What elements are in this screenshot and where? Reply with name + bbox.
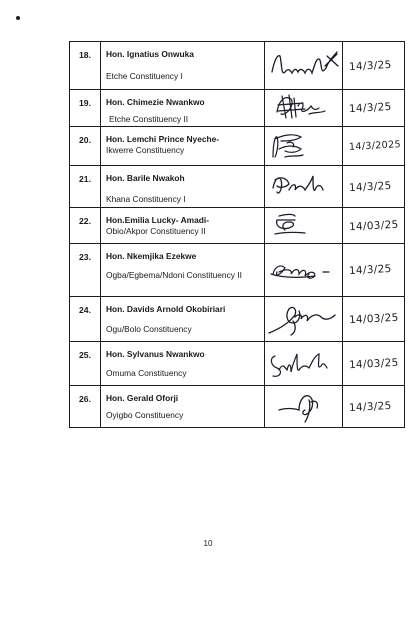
table-row — [70, 244, 405, 297]
signature-image — [265, 297, 342, 341]
constituency-name: Khana Constituency I — [106, 194, 186, 204]
signature-image — [265, 244, 342, 296]
row-number: 22. — [70, 208, 101, 244]
signature-image — [265, 342, 342, 385]
member-cell — [101, 127, 265, 166]
constituency-name: Obio/Akpor Constituency II — [106, 226, 206, 236]
table-row — [70, 90, 405, 127]
signature-image — [265, 386, 342, 427]
signature-cell — [265, 166, 343, 208]
table-row — [70, 342, 405, 386]
constituency-name: Oyigbo Constituency — [106, 410, 184, 420]
table-row — [70, 42, 405, 90]
member-name: Hon. Ignatius Onwuka — [106, 49, 194, 59]
member-name: Hon. Chimezie Nwankwo — [106, 97, 205, 107]
date-cell — [343, 342, 405, 386]
scan-speck — [16, 16, 20, 20]
row-number: 20. — [70, 127, 101, 166]
signed-date: 14/03/25 — [348, 311, 399, 327]
member-cell — [101, 297, 265, 342]
signature-cell — [265, 297, 343, 342]
signature-image — [265, 90, 342, 126]
row-number: 21. — [70, 166, 101, 208]
member-name: Hon.Emilia Lucky- Amadi- — [106, 215, 209, 225]
date-cell — [343, 42, 405, 90]
member-name: Hon. Davids Arnold Okobiriari — [106, 304, 226, 314]
member-cell — [101, 208, 265, 244]
constituency-name: Etche Constituency I — [106, 71, 183, 81]
constituency-name: Etche Constituency II — [109, 114, 189, 124]
date-cell — [343, 297, 405, 342]
signed-date: 14/3/25 — [348, 58, 392, 73]
signed-date: 14/3/2025 — [348, 139, 402, 153]
member-name: Hon. Barile Nwakoh — [106, 173, 185, 183]
constituency-name: Ogba/Egbema/Ndoni Constituency II — [106, 270, 242, 280]
member-name: Hon. Nkemjika Ezekwe — [106, 251, 197, 261]
date-cell — [343, 208, 405, 244]
attendance-table — [69, 41, 405, 428]
signature-cell — [265, 90, 343, 127]
signature-cell — [265, 342, 343, 386]
signature-image — [265, 208, 342, 243]
signed-date: 14/3/25 — [348, 262, 392, 278]
signed-date: 14/3/25 — [348, 399, 392, 414]
member-name: Hon. Gerald Oforji — [106, 393, 179, 403]
row-number: 26. — [70, 386, 101, 428]
row-number: 24. — [70, 297, 101, 342]
date-cell — [343, 386, 405, 428]
constituency-name: Ogu/Bolo Constituency — [106, 324, 192, 334]
member-cell — [101, 42, 265, 90]
signature-cell — [265, 127, 343, 166]
member-name: Hon. Lemchi Prince Nyeche- — [106, 134, 220, 144]
member-name: Hon. Sylvanus Nwankwo — [106, 349, 205, 359]
table-row — [70, 386, 405, 428]
date-cell — [343, 244, 405, 297]
date-cell — [343, 90, 405, 127]
table-row — [70, 297, 405, 342]
signature-image — [265, 42, 342, 89]
member-cell — [101, 166, 265, 208]
signature-cell — [265, 386, 343, 428]
signed-date: 14/3/25 — [348, 100, 392, 116]
row-number: 25. — [70, 342, 101, 386]
row-number: 19. — [70, 90, 101, 127]
table-row — [70, 166, 405, 208]
signature-cell — [265, 42, 343, 90]
signature-image — [265, 166, 342, 207]
constituency-name: Ikwerre Constituency — [106, 145, 185, 155]
signature-image — [265, 127, 342, 165]
member-cell — [101, 244, 265, 297]
constituency-name: Omuma Constituency — [106, 368, 187, 378]
table-row — [70, 127, 405, 166]
signed-date: 14/03/25 — [348, 218, 399, 233]
signed-date: 14/03/25 — [348, 356, 399, 371]
row-number: 18. — [70, 42, 101, 90]
row-number: 23. — [70, 244, 101, 297]
date-cell — [343, 166, 405, 208]
signature-cell — [265, 208, 343, 244]
signature-cell — [265, 244, 343, 297]
table-row — [70, 208, 405, 244]
member-cell — [101, 386, 265, 428]
page-number: 10 — [203, 539, 213, 548]
signed-date: 14/3/25 — [348, 179, 392, 194]
date-cell — [343, 127, 405, 166]
member-cell — [101, 90, 265, 127]
member-cell — [101, 342, 265, 386]
